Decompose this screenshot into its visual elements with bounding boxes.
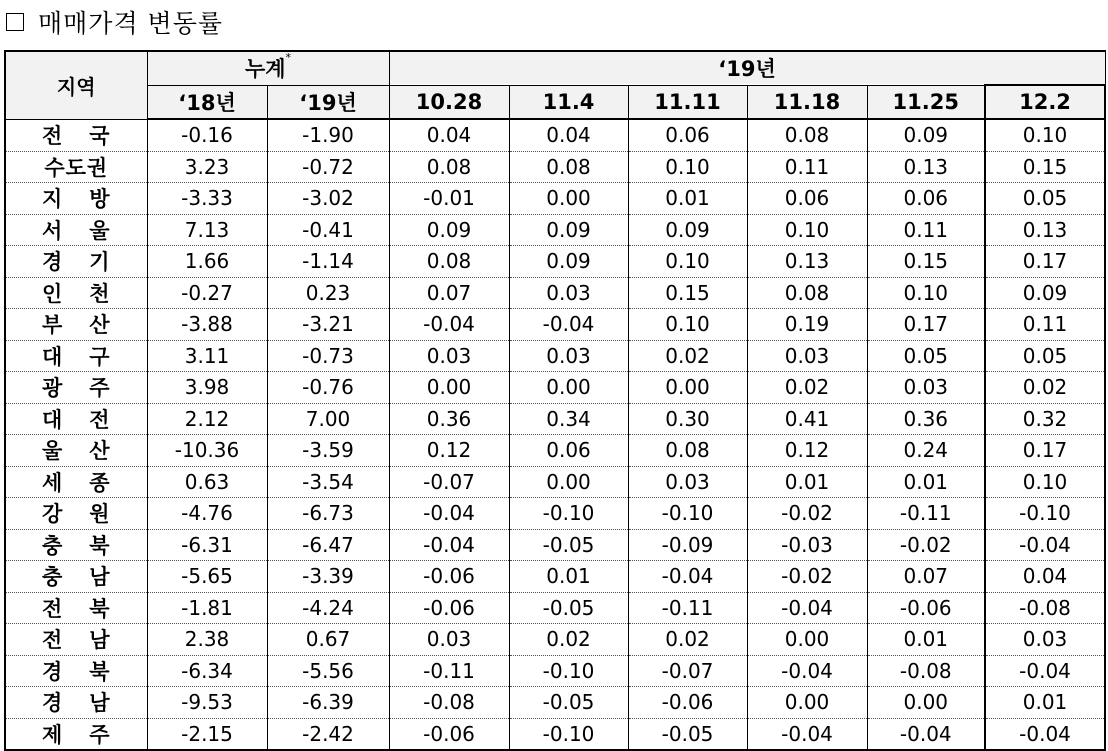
- region-cell: [5, 592, 147, 624]
- region-cell: [5, 372, 147, 404]
- region-char: 충: [42, 533, 64, 558]
- cumulative-value-cell: -1.14: [267, 246, 389, 278]
- cumulative-value-cell: -3.39: [267, 561, 389, 593]
- table-row: [5, 340, 1105, 372]
- weekly-value-cell: -0.05: [628, 718, 747, 750]
- weekly-value-cell: -0.08: [985, 592, 1105, 624]
- weekly-value-cell: 0.04: [985, 561, 1105, 593]
- region-char: 종: [89, 470, 111, 495]
- cumulative-value-cell: 2.38: [147, 624, 267, 656]
- region-char: 기: [89, 250, 111, 275]
- region-char: 광: [42, 376, 64, 401]
- region-char: 충: [42, 565, 64, 590]
- weekly-value-cell: 0.00: [509, 372, 628, 404]
- weekly-value-cell: -0.04: [389, 529, 509, 561]
- cumulative-value-cell: 1.66: [147, 246, 267, 278]
- weekly-value-cell: 0.06: [628, 119, 747, 151]
- weekly-value-cell: -0.07: [628, 655, 747, 687]
- weekly-value-cell: 0.00: [509, 183, 628, 215]
- weekly-value-cell: -0.06: [389, 592, 509, 624]
- weekly-value-cell: 0.32: [985, 403, 1105, 435]
- cumulative-value-cell: -9.53: [147, 687, 267, 719]
- region-char: 제: [42, 722, 64, 747]
- weekly-value-cell: 0.10: [628, 246, 747, 278]
- weekly-value-cell: -0.05: [509, 529, 628, 561]
- region-cell: [5, 403, 147, 435]
- weekly-value-cell: 0.03: [628, 466, 747, 498]
- weekly-value-cell: 0.09: [509, 246, 628, 278]
- weekly-value-cell: 0.10: [985, 466, 1105, 498]
- weekly-value-cell: 0.19: [747, 309, 867, 341]
- cumulative-value-cell: -0.16: [147, 119, 267, 151]
- weekly-value-cell: -0.11: [867, 498, 985, 530]
- weekly-value-cell: 0.17: [985, 435, 1105, 467]
- weekly-value-cell: 0.00: [628, 372, 747, 404]
- weekly-value-cell: 0.06: [867, 183, 985, 215]
- cumulative-value-cell: -0.41: [267, 214, 389, 246]
- weekly-value-cell: 0.08: [747, 119, 867, 151]
- week-col-header: 11.11: [628, 85, 747, 119]
- weekly-value-cell: -0.01: [389, 183, 509, 215]
- weekly-value-cell: -0.02: [747, 498, 867, 530]
- region-char: 방: [89, 187, 111, 212]
- weekly-value-cell: -0.05: [509, 592, 628, 624]
- region-char: 대: [42, 407, 64, 432]
- table-row: [5, 372, 1105, 404]
- weekly-value-cell: 0.36: [389, 403, 509, 435]
- weekly-value-cell: 0.08: [389, 246, 509, 278]
- weekly-value-cell: 0.07: [867, 561, 985, 593]
- weekly-value-cell: 0.12: [389, 435, 509, 467]
- weekly-value-cell: 0.11: [985, 309, 1105, 341]
- section-title: [6, 2, 223, 42]
- region-char: 지: [42, 187, 64, 212]
- region-char: 구: [89, 344, 111, 369]
- weekly-value-cell: 0.10: [747, 214, 867, 246]
- table-row: [5, 718, 1105, 750]
- table-row: [5, 687, 1105, 719]
- weekly-value-cell: 0.10: [985, 119, 1105, 151]
- price-change-table: [4, 50, 1106, 751]
- cumulative-value-cell: 3.98: [147, 372, 267, 404]
- weekly-value-cell: 0.13: [985, 214, 1105, 246]
- weekly-value-cell: 0.08: [509, 151, 628, 183]
- weekly-value-cell: 0.09: [389, 214, 509, 246]
- weekly-value-cell: -0.07: [389, 466, 509, 498]
- cumulative-value-cell: 0.63: [147, 466, 267, 498]
- weekly-value-cell: 0.00: [747, 687, 867, 719]
- weekly-value-cell: 0.03: [985, 624, 1105, 656]
- weekly-value-cell: 0.10: [628, 151, 747, 183]
- region-char: 경: [42, 691, 64, 716]
- year-group-header: ‘19년: [389, 51, 1105, 85]
- weekly-value-cell: 0.24: [867, 435, 985, 467]
- weekly-value-cell: 0.02: [628, 624, 747, 656]
- weekly-value-cell: -0.04: [628, 561, 747, 593]
- weekly-value-cell: 0.12: [747, 435, 867, 467]
- cumulative-value-cell: -6.39: [267, 687, 389, 719]
- cumulative-value-cell: -3.59: [267, 435, 389, 467]
- weekly-value-cell: 0.02: [747, 372, 867, 404]
- weekly-value-cell: 0.11: [867, 214, 985, 246]
- weekly-value-cell: -0.06: [628, 687, 747, 719]
- table-row: [5, 119, 1105, 151]
- table-row: [5, 592, 1105, 624]
- region-cell: [5, 214, 147, 246]
- weekly-value-cell: -0.04: [867, 718, 985, 750]
- region-column-header: 지역: [5, 51, 147, 119]
- cumulative-footnote-mark: *: [285, 51, 292, 65]
- weekly-value-cell: -0.06: [389, 718, 509, 750]
- weekly-value-cell: 0.36: [867, 403, 985, 435]
- table-row: [5, 655, 1105, 687]
- cumulative-value-cell: -0.72: [267, 151, 389, 183]
- weekly-value-cell: 0.09: [867, 119, 985, 151]
- weekly-value-cell: 0.30: [628, 403, 747, 435]
- cumulative-value-cell: -3.54: [267, 466, 389, 498]
- table-row: [5, 498, 1105, 530]
- section-title-text: 매매가격 변동률: [38, 9, 223, 38]
- weekly-value-cell: 0.03: [509, 340, 628, 372]
- region-cell: [5, 498, 147, 530]
- cumulative-value-cell: -2.42: [267, 718, 389, 750]
- region-cell: [5, 246, 147, 278]
- table-row: [5, 183, 1105, 215]
- weekly-value-cell: 0.01: [867, 624, 985, 656]
- weekly-value-cell: -0.05: [509, 687, 628, 719]
- region-char: 강: [42, 502, 64, 527]
- region-cell: [5, 687, 147, 719]
- cumulative-value-cell: -3.33: [147, 183, 267, 215]
- region-cell: [5, 309, 147, 341]
- weekly-value-cell: -0.09: [628, 529, 747, 561]
- weekly-value-cell: -0.04: [509, 309, 628, 341]
- region-cell: [5, 655, 147, 687]
- weekly-value-cell: -0.11: [628, 592, 747, 624]
- region-char: 인: [42, 281, 64, 306]
- weekly-value-cell: 0.17: [985, 246, 1105, 278]
- weekly-value-cell: 0.07: [389, 277, 509, 309]
- table-row: [5, 529, 1105, 561]
- weekly-value-cell: 0.08: [389, 151, 509, 183]
- week-col-header-current: 12.2: [985, 85, 1105, 119]
- table-row: [5, 277, 1105, 309]
- cumulative-value-cell: -0.73: [267, 340, 389, 372]
- cumulative-value-cell: -10.36: [147, 435, 267, 467]
- region-cell: [5, 435, 147, 467]
- weekly-value-cell: 0.04: [509, 119, 628, 151]
- cumulative-value-cell: 0.67: [267, 624, 389, 656]
- region-char: 원: [89, 502, 111, 527]
- region-cell: [5, 718, 147, 750]
- cumulative-header: [147, 51, 389, 85]
- table-row: [5, 309, 1105, 341]
- region-char: 천: [89, 281, 111, 306]
- cumulative-value-cell: -6.47: [267, 529, 389, 561]
- region-char: 국: [89, 124, 111, 148]
- region-char: 울: [89, 218, 111, 243]
- region-char: 세: [42, 470, 64, 495]
- table-row: [5, 466, 1105, 498]
- cumulative-value-cell: -0.76: [267, 372, 389, 404]
- weekly-value-cell: -0.02: [747, 561, 867, 593]
- week-col-header: 10.28: [389, 85, 509, 119]
- weekly-value-cell: 0.10: [867, 277, 985, 309]
- region-cell: [5, 183, 147, 215]
- weekly-value-cell: -0.04: [985, 529, 1105, 561]
- weekly-value-cell: -0.04: [985, 655, 1105, 687]
- weekly-value-cell: 0.03: [389, 624, 509, 656]
- weekly-value-cell: 0.11: [747, 151, 867, 183]
- weekly-value-cell: 0.06: [747, 183, 867, 215]
- weekly-value-cell: -0.02: [867, 529, 985, 561]
- weekly-value-cell: -0.06: [867, 592, 985, 624]
- weekly-value-cell: -0.04: [747, 718, 867, 750]
- region-char: 부: [42, 313, 64, 338]
- cumulative-value-cell: -5.56: [267, 655, 389, 687]
- region-char: 산: [89, 439, 111, 464]
- region-char: 경: [42, 250, 64, 275]
- weekly-value-cell: 0.00: [747, 624, 867, 656]
- cumulative-value-cell: -4.76: [147, 498, 267, 530]
- weekly-value-cell: -0.08: [389, 687, 509, 719]
- weekly-value-cell: 0.05: [985, 340, 1105, 372]
- week-col-header: 11.4: [509, 85, 628, 119]
- weekly-value-cell: 0.00: [509, 466, 628, 498]
- region-cell: [5, 340, 147, 372]
- weekly-value-cell: 0.17: [867, 309, 985, 341]
- weekly-value-cell: 0.10: [628, 309, 747, 341]
- region-char: 경: [42, 659, 64, 684]
- region-cell: [5, 561, 147, 593]
- cum-col-header: ‘18년: [147, 85, 267, 119]
- weekly-value-cell: 0.03: [389, 340, 509, 372]
- table-row: [5, 151, 1105, 183]
- weekly-value-cell: 0.02: [985, 372, 1105, 404]
- cumulative-header-label: 누계: [244, 57, 286, 82]
- cumulative-value-cell: 3.11: [147, 340, 267, 372]
- weekly-value-cell: 0.00: [389, 372, 509, 404]
- weekly-value-cell: 0.34: [509, 403, 628, 435]
- week-col-header: 11.25: [867, 85, 985, 119]
- weekly-value-cell: 0.08: [747, 277, 867, 309]
- cumulative-value-cell: -6.34: [147, 655, 267, 687]
- region-char: 대: [42, 344, 64, 369]
- cumulative-value-cell: -0.27: [147, 277, 267, 309]
- cumulative-value-cell: -3.02: [267, 183, 389, 215]
- region-char: 북: [89, 533, 111, 558]
- weekly-value-cell: -0.10: [509, 655, 628, 687]
- cumulative-value-cell: -5.65: [147, 561, 267, 593]
- region-char: 울: [42, 439, 64, 464]
- weekly-value-cell: -0.11: [389, 655, 509, 687]
- table-row: [5, 561, 1105, 593]
- table-body: [5, 119, 1105, 750]
- weekly-value-cell: 0.01: [509, 561, 628, 593]
- weekly-value-cell: 0.03: [509, 277, 628, 309]
- region-cell: [5, 119, 147, 151]
- region-char: 서: [42, 218, 64, 243]
- weekly-value-cell: 0.41: [747, 403, 867, 435]
- region-char: 북: [89, 659, 111, 684]
- region-char: 남: [89, 691, 111, 716]
- cumulative-value-cell: 2.12: [147, 403, 267, 435]
- weekly-value-cell: 0.04: [389, 119, 509, 151]
- cumulative-value-cell: 3.23: [147, 151, 267, 183]
- weekly-value-cell: -0.08: [867, 655, 985, 687]
- region-char: 전: [89, 407, 111, 432]
- cumulative-value-cell: -2.15: [147, 718, 267, 750]
- cumulative-value-cell: -6.73: [267, 498, 389, 530]
- region-cell: [5, 529, 147, 561]
- weekly-value-cell: -0.04: [747, 592, 867, 624]
- cum-col-header: ‘19년: [267, 85, 389, 119]
- cumulative-value-cell: -6.31: [147, 529, 267, 561]
- table-row: [5, 435, 1105, 467]
- weekly-value-cell: -0.04: [747, 655, 867, 687]
- weekly-value-cell: 0.05: [867, 340, 985, 372]
- weekly-value-cell: -0.10: [985, 498, 1105, 530]
- weekly-value-cell: 0.03: [747, 340, 867, 372]
- weekly-value-cell: 0.13: [867, 151, 985, 183]
- weekly-value-cell: 0.13: [747, 246, 867, 278]
- weekly-value-cell: 0.15: [867, 246, 985, 278]
- weekly-value-cell: 0.09: [985, 277, 1105, 309]
- region-char: 산: [89, 313, 111, 338]
- table-row: [5, 624, 1105, 656]
- region-char: 주: [89, 376, 111, 401]
- weekly-value-cell: 0.05: [985, 183, 1105, 215]
- weekly-value-cell: 0.15: [985, 151, 1105, 183]
- weekly-value-cell: -0.04: [389, 309, 509, 341]
- weekly-value-cell: -0.04: [985, 718, 1105, 750]
- cumulative-value-cell: -3.88: [147, 309, 267, 341]
- weekly-value-cell: 0.01: [867, 466, 985, 498]
- cumulative-value-cell: 7.00: [267, 403, 389, 435]
- weekly-value-cell: -0.10: [509, 498, 628, 530]
- cumulative-value-cell: 0.23: [267, 277, 389, 309]
- cumulative-value-cell: -1.81: [147, 592, 267, 624]
- region-cell: [5, 466, 147, 498]
- cumulative-value-cell: -4.24: [267, 592, 389, 624]
- region-cell: [5, 624, 147, 656]
- weekly-value-cell: 0.08: [628, 435, 747, 467]
- region-char: 남: [89, 628, 111, 653]
- weekly-value-cell: 0.01: [747, 466, 867, 498]
- weekly-value-cell: 0.09: [509, 214, 628, 246]
- region-label: 수도권: [44, 155, 109, 180]
- weekly-value-cell: 0.06: [509, 435, 628, 467]
- weekly-value-cell: 0.15: [628, 277, 747, 309]
- region-cell: [5, 151, 147, 183]
- region-char: 북: [89, 596, 111, 621]
- region-char: 남: [89, 565, 111, 590]
- weekly-value-cell: 0.00: [867, 687, 985, 719]
- region-char: 주: [89, 722, 111, 747]
- weekly-value-cell: -0.04: [389, 498, 509, 530]
- week-col-header: 11.18: [747, 85, 867, 119]
- region-char: 전: [42, 628, 64, 653]
- weekly-value-cell: 0.02: [628, 340, 747, 372]
- region-cell: [5, 277, 147, 309]
- cumulative-value-cell: -1.90: [267, 119, 389, 151]
- weekly-value-cell: 0.02: [509, 624, 628, 656]
- weekly-value-cell: -0.10: [509, 718, 628, 750]
- table-row: [5, 214, 1105, 246]
- cumulative-value-cell: -3.21: [267, 309, 389, 341]
- region-char: 전: [42, 124, 64, 148]
- weekly-value-cell: 0.03: [867, 372, 985, 404]
- table-header: [5, 51, 1105, 119]
- weekly-value-cell: -0.06: [389, 561, 509, 593]
- weekly-value-cell: -0.03: [747, 529, 867, 561]
- table-row: [5, 246, 1105, 278]
- weekly-value-cell: 0.01: [985, 687, 1105, 719]
- cumulative-value-cell: 7.13: [147, 214, 267, 246]
- checkbox-bullet-icon: [6, 13, 24, 31]
- weekly-value-cell: -0.10: [628, 498, 747, 530]
- table-row: [5, 403, 1105, 435]
- weekly-value-cell: 0.01: [628, 183, 747, 215]
- region-char: 전: [42, 596, 64, 621]
- weekly-value-cell: 0.09: [628, 214, 747, 246]
